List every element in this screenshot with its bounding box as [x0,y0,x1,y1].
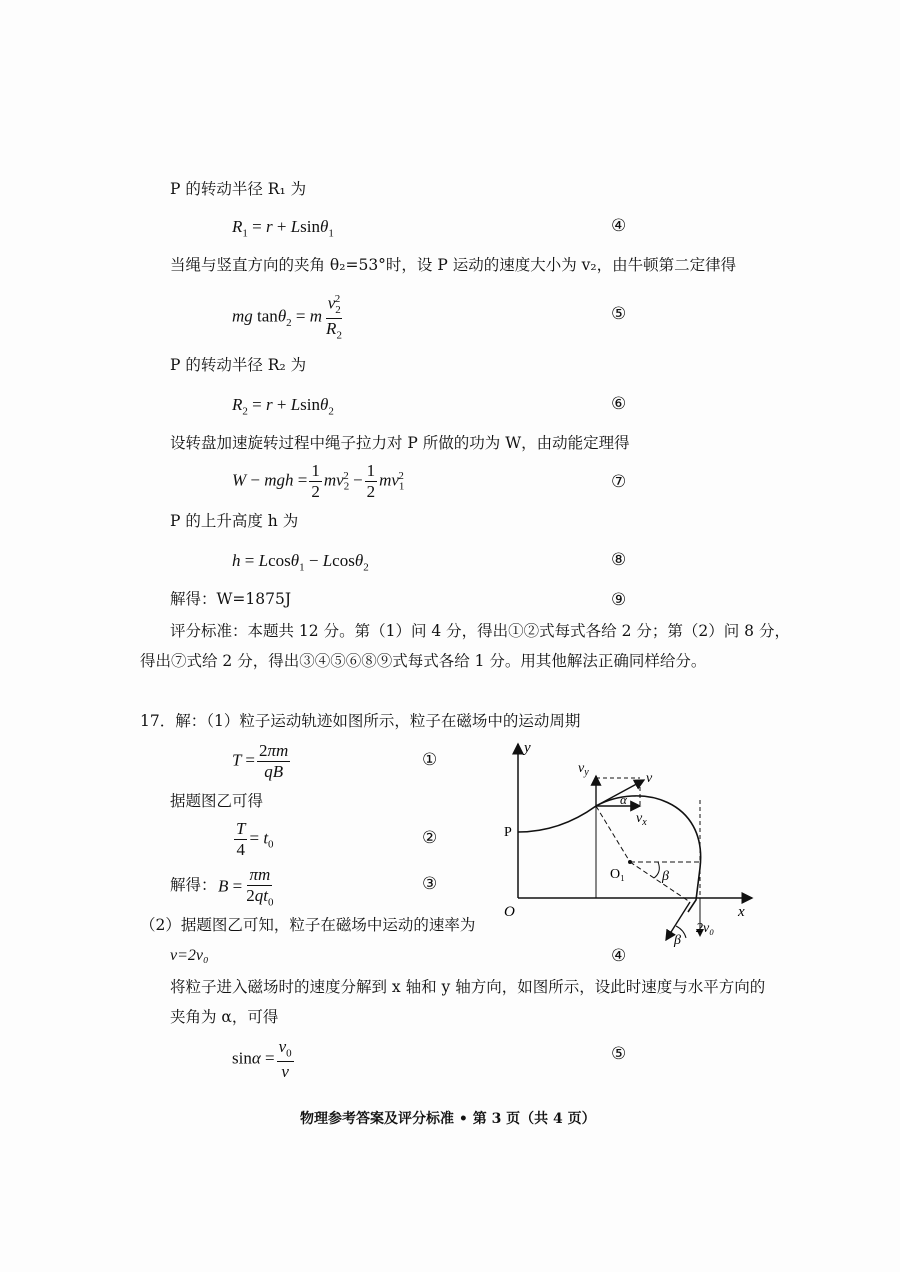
text-line: P 的转动半径 R₁ 为 [170,180,307,198]
v-label: v [646,771,653,786]
equation-number: ⑤ [611,304,627,324]
equation-newton: mg tanθ$_2$ = m $\frac{v_2^2}{R_2}$ [232,293,342,341]
vx-label: $v_x$ [636,811,647,828]
origin-label: O [504,904,515,920]
text-line: 设转盘加速旋转过程中绳子拉力对 P 所做的功为 W，由动能定理得 [170,434,630,452]
text-line: 解得： [170,876,217,894]
equation-height: h = Lcosθ$_1$ − Lcosθ$_2$ [232,551,369,574]
equation-number: ⑨ [611,590,627,610]
x-axis-label: x [738,904,745,920]
circular-path [596,796,701,912]
problem-heading: 17．解：（1）粒子运动轨迹如图所示，粒子在磁场中的运动周期 [140,712,581,730]
text-line: 解得：W=1875J [170,590,292,608]
page-footer: 物理参考答案及评分标准 • 第 3 页（共 4 页） [300,1111,596,1127]
equation-r1: $R_1 = r + Lsin\theta_1$ [232,217,334,240]
equation-r2: $R_2 = r + Lsin\theta_2$ [232,395,334,418]
equation-number: ① [422,750,438,770]
equation-number: ② [422,828,438,848]
beta-label-1: β [662,869,669,884]
equation-number: ⑥ [611,394,627,414]
center-label: O₁ [610,867,625,882]
equation-number: ⑤ [611,1044,627,1064]
text-line: 夹角为 α，可得 [170,1008,279,1026]
text-line: 得出⑦式给 2 分，得出③④⑤⑥⑧⑨式每式各给 1 分。用其他解法正确同样给分。 [140,652,707,670]
equation-field: B = $\frac{\pi m}{2qt_0}$ [218,865,274,909]
equation-number: ⑧ [611,550,627,570]
speed-label: 2v₀ [696,921,715,936]
text-line: P 的上升高度 h 为 [170,512,299,530]
equation-period: T = $\frac{2\pi m}{qB}$ [232,741,289,781]
text-line: （2）据题图乙可知，粒子在磁场中运动的速率为 [140,916,476,934]
text-line: P 的转动半径 R₂ 为 [170,356,307,374]
y-axis-label: y [524,740,531,756]
equation-number: ④ [611,946,627,966]
text-line: v=2v₀ [170,947,209,964]
beta-label-2: β [674,933,681,948]
text-line: 当绳与竖直方向的夹角 θ₂=53°时，设 P 运动的速度大小为 v₂，由牛顿第二定律得 [170,256,737,274]
equation-quarter: $\frac{T}{4}$ = $t_0$ [236,819,274,859]
equation-number: ③ [422,874,438,894]
text-line: 评分标准：本题共 12 分。第（1）问 4 分，得出①②式每式各给 2 分；第（2）问 8 分， [170,622,790,640]
equation-number: ④ [611,216,627,236]
text-line: 将粒子进入磁场时的速度分解到 x 轴和 y 轴方向，如图所示，设此时速度与水平方向的 [170,978,766,996]
vy-label: $v_y$ [578,761,589,778]
alpha-label: α [620,792,627,807]
equation-number: ⑦ [611,472,627,492]
point-p-label: P [504,825,512,840]
equation-energy: W − mgh = $\frac{1}{2}$ $mv_2^2$ − $\frac{1}{2}$ $mv_1^2$ [232,461,405,501]
text-line: 据题图乙可得 [170,792,264,810]
equation-sin-alpha: sinα = $\frac{v_0}{v}$ [232,1037,292,1081]
trajectory-figure [490,740,770,960]
parabola-path [518,806,596,832]
